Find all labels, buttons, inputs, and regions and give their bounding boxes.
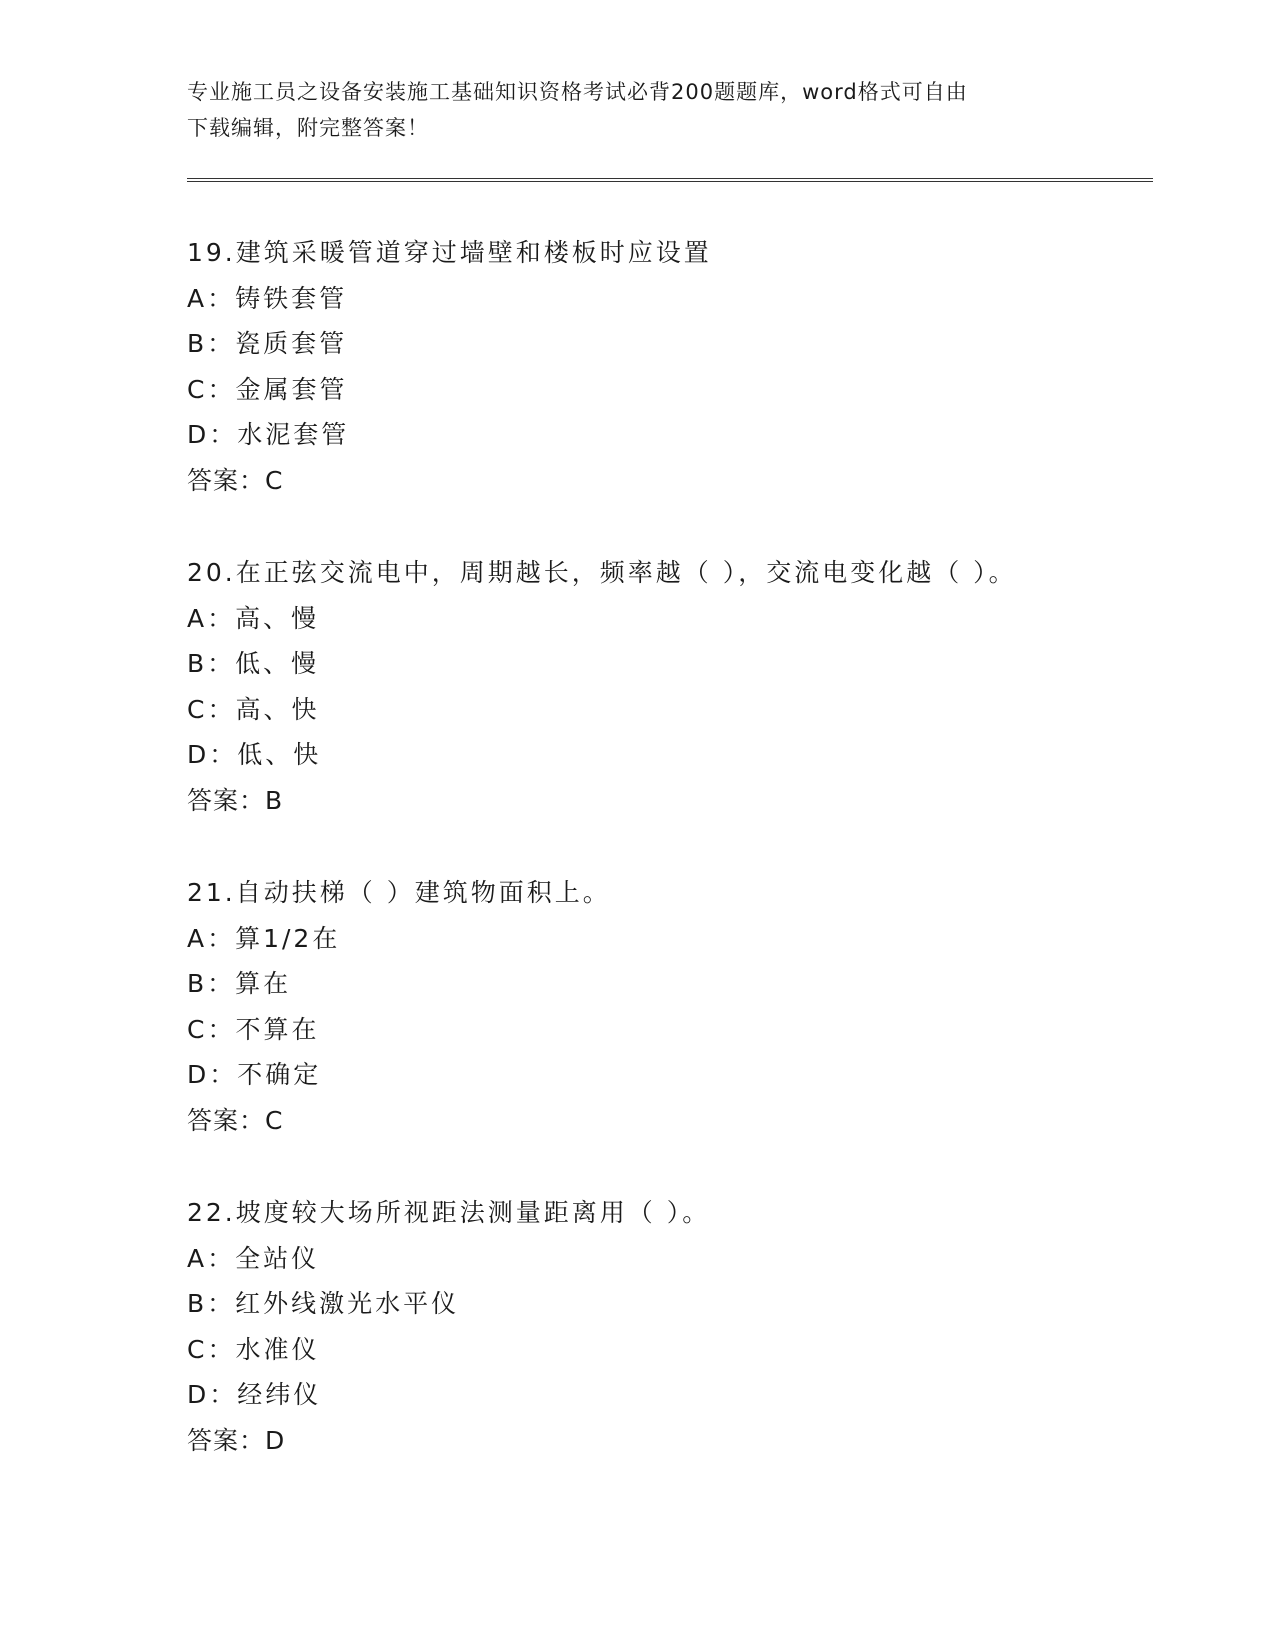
option-a: A：高、慢 xyxy=(187,603,320,633)
option-b: B：算在 xyxy=(187,969,292,998)
option-c: C：金属套管 xyxy=(187,374,348,404)
question-19 xyxy=(187,230,1147,550)
question-list xyxy=(187,230,1147,1510)
option-a: A：全站仪 xyxy=(187,1243,320,1273)
option-b: B：低、慢 xyxy=(187,649,320,678)
question-stem: 22.坡度较大场所视距法测量距离用（ ）。 xyxy=(187,1198,711,1227)
option-c: C：高、快 xyxy=(187,694,320,724)
answer-text: 答案：C xyxy=(187,465,284,495)
header-line-2: 下载编辑，附完整答案！ xyxy=(187,116,429,140)
option-b: B：红外线激光水平仪 xyxy=(187,1289,460,1318)
option-d: D：经纬仪 xyxy=(187,1380,322,1409)
question-20 xyxy=(187,550,1147,870)
header-line-1: 专业施工员之设备安装施工基础知识资格考试必背200题题库，word格式可自由 xyxy=(187,80,968,104)
question-stem: 19.建筑采暖管道穿过墙壁和楼板时应设置 xyxy=(187,238,712,267)
question-22 xyxy=(187,1190,1147,1510)
option-c: C：水准仪 xyxy=(187,1334,320,1364)
answer-text: 答案：D xyxy=(187,1425,286,1455)
answer-text: 答案：C xyxy=(187,1105,284,1135)
question-21 xyxy=(187,870,1147,1190)
option-c: C：不算在 xyxy=(187,1014,320,1044)
document-header xyxy=(187,74,1087,146)
option-d: D：不确定 xyxy=(187,1060,322,1089)
question-stem: 21.自动扶梯（ ）建筑物面积上。 xyxy=(187,878,611,907)
answer-text: 答案：B xyxy=(187,785,284,815)
option-d: D：水泥套管 xyxy=(187,420,350,449)
question-stem: 20.在正弦交流电中，周期越长，频率越（ ），交流电变化越（ ）。 xyxy=(187,558,1017,587)
option-d: D：低、快 xyxy=(187,740,322,769)
option-a: A：铸铁套管 xyxy=(187,283,348,313)
header-divider xyxy=(187,178,1153,182)
option-b: B：瓷质套管 xyxy=(187,329,348,358)
option-a: A：算1/2在 xyxy=(187,923,341,953)
